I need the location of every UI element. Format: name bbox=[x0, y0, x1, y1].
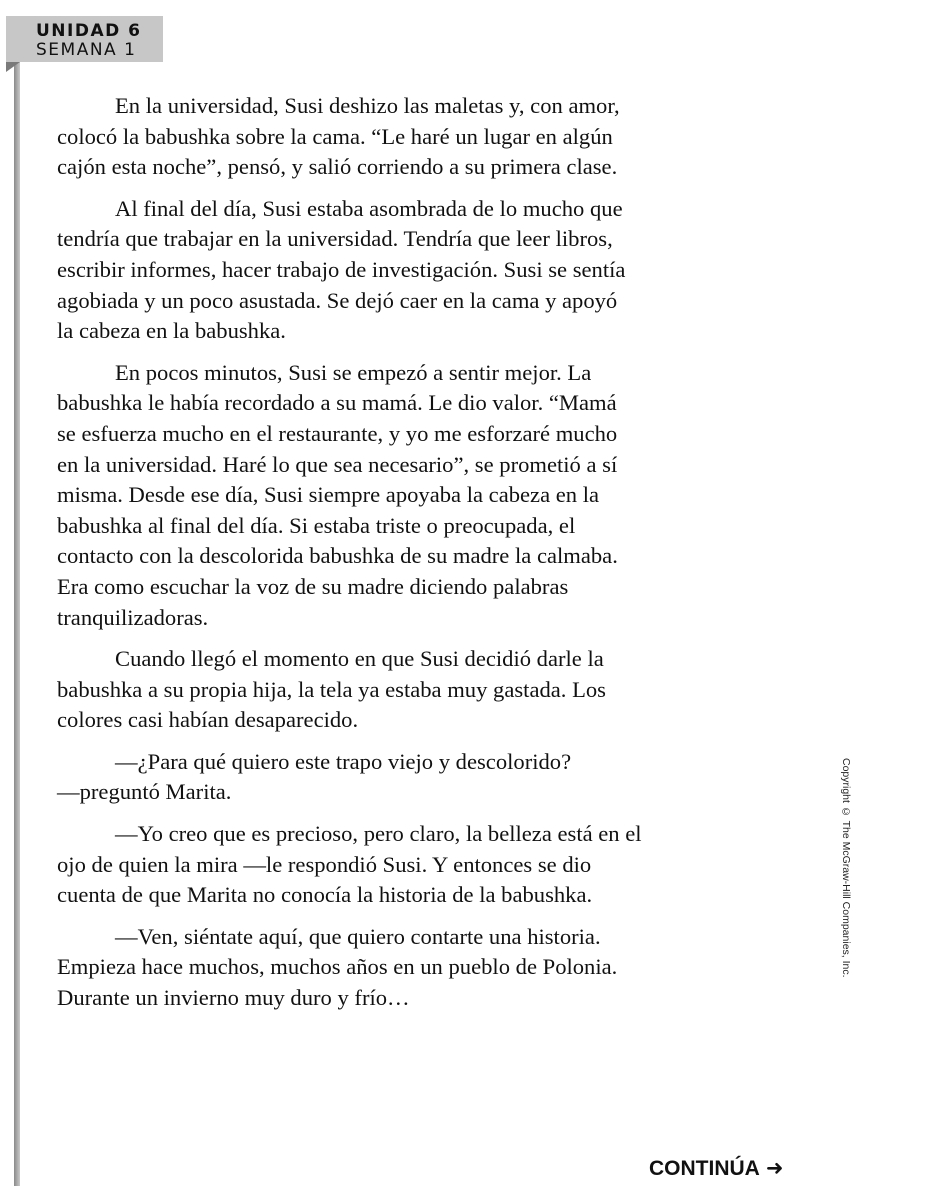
continue-label: CONTINÚA bbox=[649, 1157, 760, 1180]
copyright-notice: Copyright © The McGraw-Hill Companies, Inc. bbox=[840, 758, 852, 978]
right-arrow-icon: ➜ bbox=[765, 1157, 784, 1180]
tab-notch bbox=[6, 62, 20, 72]
story-paragraph: En la universidad, Susi deshizo las maletas y, con amor, colocó la babushka sobre la cama. “Le haré un lugar en algún cajón esta noche”, pensó, y salió corriendo a su primera clase. bbox=[57, 93, 620, 180]
story-paragraph: —Ven, siéntate aquí, que quiero contarte una historia. Empieza hace muchos, muchos años en un pueblo de Polonia. Durante un invierno muy duro y frío… bbox=[57, 923, 618, 1011]
story-paragraph: Al final del día, Susi estaba asombrada de lo mucho que tendría que trabajar en la universidad. Tendría que leer libros, escribir informes, hacer trabajo de investigación. Susi se sentía agobiada y un poco asustada. Se dejó caer en la cama y apoyó la cabeza en la babushka. bbox=[57, 195, 626, 344]
continue-link[interactable] bbox=[649, 1157, 783, 1181]
unit-label: UNIDAD 6 bbox=[36, 21, 142, 41]
story-paragraph: En pocos minutos, Susi se empezó a sentir mejor. La babushka le había recordado a su mamá. Le dio valor. “Mamá se esfuerza mucho en el restaurante, y yo me esforzaré mucho en la universidad. Haré lo que sea necesario”, se prometió a sí misma. Desde ese día, Susi siempre apoyaba la cabeza en la babushka al final del día. Si estaba triste o preocupada, el contacto con la descolorida babushka de su madre la calmaba. Era como escuchar la voz de su madre diciendo palabras tranquilizadoras. bbox=[57, 359, 618, 630]
story-paragraph: Cuando llegó el momento en que Susi decidió darle la babushka a su propia hija, la tela ya estaba muy gastada. Los colores casi habían desaparecido. bbox=[57, 646, 606, 733]
story-paragraph: —¿Para qué quiero este trapo viejo y descolorido? —preguntó Marita. bbox=[57, 748, 572, 805]
story-paragraph: —Yo creo que es precioso, pero claro, la belleza está en el ojo de quien la mira —le respondió Susi. Y entonces se dio cuenta de que Marita no conocía la historia de la babushka. bbox=[57, 821, 642, 908]
week-label: SEMANA 1 bbox=[36, 40, 137, 60]
page-edge-bar bbox=[14, 62, 20, 1186]
story-text bbox=[57, 91, 682, 1025]
unit-week-tab bbox=[6, 16, 163, 62]
